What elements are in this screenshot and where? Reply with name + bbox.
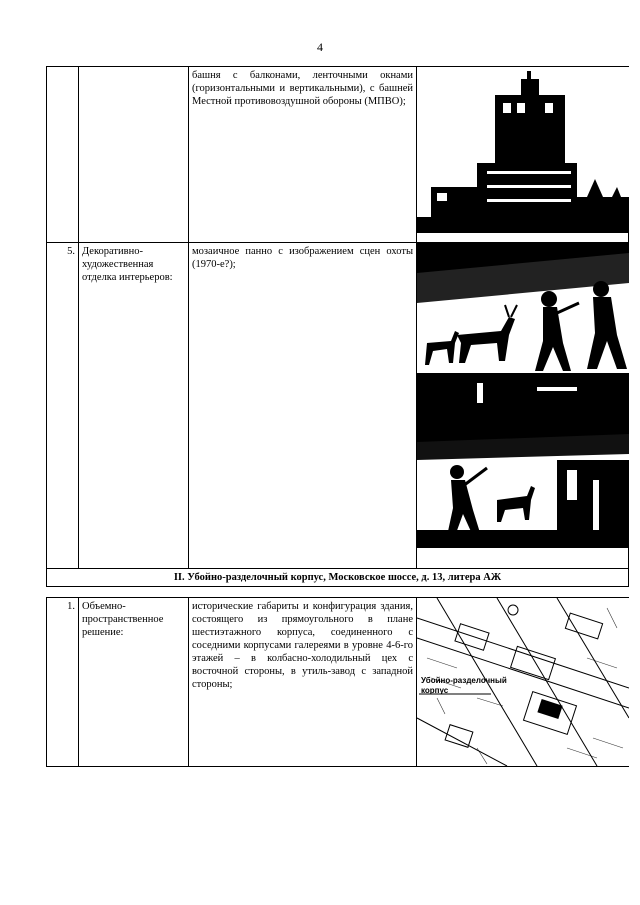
site-plan-cell <box>417 598 629 767</box>
protected-features-table <box>46 66 629 767</box>
tower-photo-cell <box>417 67 629 243</box>
tower-photo <box>417 67 629 233</box>
feature-description: башня с балконами, ленточными окнами (горизонтальными и вертикальными), с башней Местной противовоздушной обороны (МПВО); <box>189 67 417 243</box>
feature-name <box>79 67 189 243</box>
section-heading: II. Убойно-разделочный корпус, Московское шоссе, д. 13, литера АЖ <box>47 569 629 587</box>
feature-description: исторические габариты и конфигурация здания, состоящего из прямоугольного в плане шестиэтажного корпуса, соединенного с соседними корпусами галереями в уровне 4-6-го этажей – в колбасно-холодильный цех с восточной стороны, в утиль-завод с западной стороны; <box>189 598 417 767</box>
table-row <box>47 243 629 569</box>
section-spacer <box>47 587 629 598</box>
mosaic-photo-top <box>417 243 629 420</box>
feature-description: мозаичное панно с изображением сцен охоты (1970-е?); <box>189 243 417 569</box>
map-label: Убойно-разделочный корпус <box>421 676 507 695</box>
mosaic-photo-bottom <box>417 420 629 548</box>
site-plan-map <box>417 598 629 766</box>
table-row <box>47 569 629 587</box>
table-row <box>47 587 629 598</box>
row-number: 5. <box>47 243 79 569</box>
table-row <box>47 67 629 243</box>
table-row <box>47 598 629 767</box>
feature-name: Объемно-пространственное решение: <box>79 598 189 767</box>
row-number: 1. <box>47 598 79 767</box>
page-number: 4 <box>317 40 323 54</box>
mosaic-photos-cell <box>417 243 629 569</box>
row-number <box>47 67 79 243</box>
feature-name: Декоративно-художественная отделка интерьеров: <box>79 243 189 569</box>
